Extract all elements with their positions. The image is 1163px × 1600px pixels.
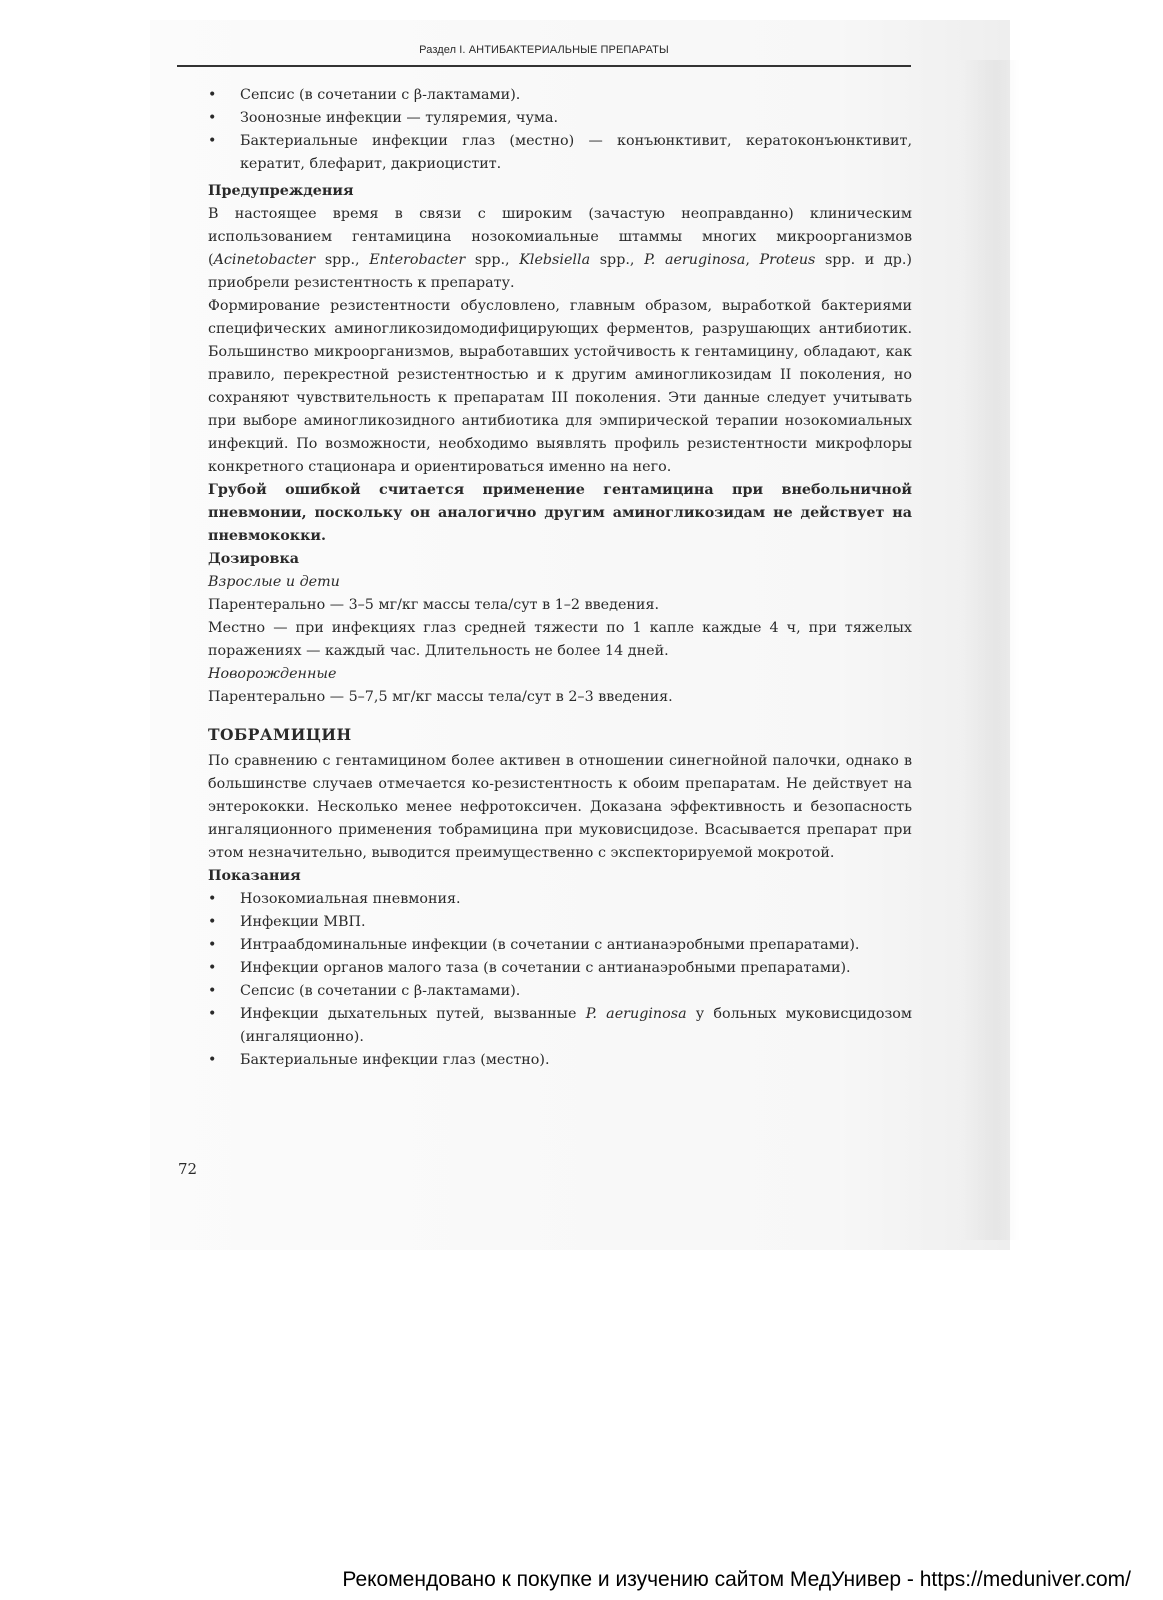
list-item: • Сепсис (в сочетании с β-лактамами).	[208, 84, 912, 107]
paragraph: Парентерально — 3–5 мг/кг массы тела/сут в 1–2 введения.	[208, 597, 660, 613]
bullet-icon: •	[208, 914, 217, 930]
running-header: Раздел I. АНТИБАКТЕРИАЛЬНЫЕ ПРЕПАРАТЫ	[419, 44, 669, 56]
list-item: • Бактериальные инфекции глаз (местно).	[208, 1049, 912, 1072]
page-content	[208, 84, 912, 1072]
bullet-icon: •	[208, 133, 217, 149]
list-item: • Зоонозные инфекции — туляремия, чума.	[208, 107, 912, 130]
drug-heading-tobramycin: ТОБРАМИЦИН	[208, 725, 352, 744]
subheading-newborns: Новорожденные	[208, 666, 337, 682]
paragraph: Парентерально — 5–7,5 мг/кг массы тела/сут в 2–3 введения.	[208, 689, 673, 705]
warning-emphasis: Грубой ошибкой считается применение гентамицина при внебольничной пневмонии, поскольку он аналогично другим аминогликозидам не действует на пневмококки.	[208, 482, 912, 544]
bullet-icon: •	[208, 960, 217, 976]
list-item: • Инфекции органов малого таза (в сочетании с антианаэробными препаратами).	[208, 957, 912, 980]
footer-watermark: Рекомендовано к покупке и изучению сайтом МедУнивер - https://meduniver.com/	[342, 1568, 1131, 1591]
section-heading-indications: Показания	[208, 868, 301, 884]
list-item: • Инфекции МВП.	[208, 911, 912, 934]
bullet-icon: •	[208, 1006, 217, 1022]
bullet-icon: •	[208, 983, 217, 999]
section-heading-warnings: Предупреждения	[208, 183, 354, 199]
paragraph: Формирование резистентности обусловлено, главным образом, выработкой бактериями специфических аминогликозидомодифицирующих ферментов, разрушающих антибиотик. Большинство микроорганизмов, выработавших устойчивость к гентамицину, обладают, как правило, перекрестной резистентностью и к другим аминогликозидам II поколения, но сохраняют чувствительность к препаратам III поколения. Эти данные следует учитывать при выборе аминогликозидного антибиотика для эмпирической терапии нозокомиальных инфекций. По возможности, необходимо выявлять профиль резистентности микрофлоры конкретного стационара и ориентироваться именно на него.	[208, 298, 912, 475]
list-item: • Нозокомиальная пневмония.	[208, 888, 912, 911]
bullet-icon: •	[208, 891, 217, 907]
paragraph: В настоящее время в связи с широким (зачастую неоправданно) клиническим использованием гентамицина нозокомиальные штаммы многих микроорганизмов (Acinetobacter spp., Enterobacter spp., Klebsiella spp., P. aeruginosa, Proteus spp. и др.) приобрели резистентность к препарату.	[208, 206, 912, 291]
bullet-icon: •	[208, 1052, 217, 1068]
bullet-icon: •	[208, 937, 217, 953]
subheading-adults: Взрослые и дети	[208, 574, 340, 590]
page-shadow	[960, 60, 1020, 1240]
section-heading-dosage: Дозировка	[208, 551, 300, 567]
bullet-icon: •	[208, 87, 217, 103]
page-number: 72	[178, 1160, 198, 1178]
paragraph: Местно — при инфекциях глаз средней тяжести по 1 капле каждые 4 ч, при тяжелых поражениях — каждый час. Длительность не более 14 дней.	[208, 620, 912, 659]
list-item: • Инфекции дыхательных путей, вызванные P. aeruginosa у больных муковисцидозом (ингаляционно).	[208, 1003, 912, 1049]
paragraph: По сравнению с гентамицином более активен в отношении синегнойной палочки, однако в большинстве случаев отмечается ко-резистентность к обоим препаратам. Не действует на энтерококки. Несколько менее нефротоксичен. Доказана эффективность и безопасность ингаляционного применения тобрамицина при муковисцидозе. Всасывается препарат при этом незначительно, выводится преимущественно с экспекторируемой мокротой.	[208, 753, 912, 861]
list-item: • Интраабдоминальные инфекции (в сочетании с антианаэробными препаратами).	[208, 934, 912, 957]
header-rule	[177, 65, 911, 67]
bullet-icon: •	[208, 110, 217, 126]
list-item: • Бактериальные инфекции глаз (местно) — конъюнктивит, кератоконъюнктивит, кератит, блефарит, дакриоцистит.	[208, 130, 912, 176]
list-item: • Сепсис (в сочетании с β-лактамами).	[208, 980, 912, 1003]
